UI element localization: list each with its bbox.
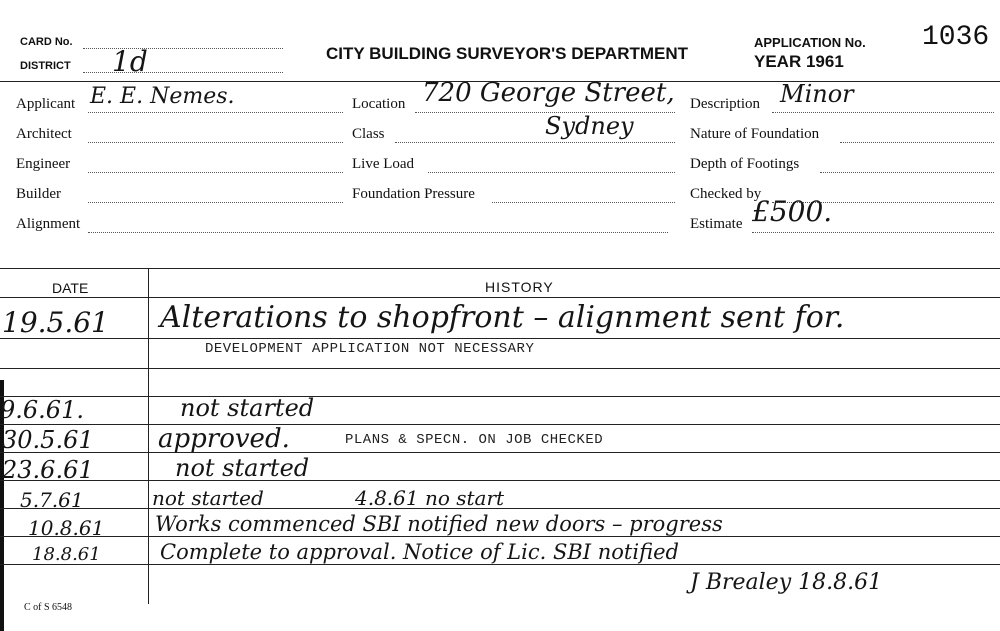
- location-value-1: 720 George Street,: [422, 78, 675, 108]
- alignment-label: Alignment: [16, 216, 81, 232]
- stamp-development: DEVELOPMENT APPLICATION NOT NECESSARY: [205, 341, 535, 357]
- entry-date: 30.5.61: [2, 426, 94, 454]
- architect-label: Architect: [16, 126, 72, 142]
- foundation-pressure-label: Foundation Pressure: [352, 186, 475, 202]
- entry-date: 18.8.61: [32, 544, 101, 565]
- class-label: Class: [352, 126, 385, 142]
- district-value: 1d: [112, 45, 148, 78]
- location-value-2: Sydney: [545, 112, 634, 140]
- date-header: DATE: [52, 280, 89, 296]
- entry-text: Complete to approval. Notice of Lic. SBI notified: [160, 540, 679, 564]
- application-no-value: 1036: [922, 22, 990, 53]
- depth-of-footings-label: Depth of Footings: [690, 156, 800, 172]
- estimate-label: Estimate: [690, 216, 743, 232]
- entry-date: 19.5.61: [2, 306, 109, 339]
- entry-text: Alterations to shopfront – alignment sent for.: [160, 300, 845, 335]
- signature: J Brealey 18.8.61: [690, 570, 883, 595]
- description-label: Description: [690, 96, 760, 112]
- year-label: YEAR 1961: [754, 52, 844, 71]
- card-no-label: CARD No.: [20, 36, 73, 48]
- applicant-label: Applicant: [16, 96, 76, 112]
- live-load-label: Live Load: [352, 156, 415, 172]
- entry-date: 23.6.61: [2, 456, 94, 484]
- checked-by-label: Checked by: [690, 186, 762, 202]
- applicant-value: E. E. Nemes.: [90, 84, 235, 109]
- estimate-value: £500.: [752, 195, 833, 228]
- entry-date: 5.7.61: [20, 488, 84, 512]
- entry-date: 10.8.61: [28, 516, 105, 540]
- entry-text: not started: [152, 486, 264, 510]
- entry-text: not started: [180, 394, 315, 422]
- district-label: DISTRICT: [20, 60, 71, 72]
- form-code: C of S 6548: [24, 602, 73, 613]
- application-no-label: APPLICATION No.: [754, 35, 866, 50]
- entry-date: 9.6.61.: [0, 396, 84, 424]
- builder-label: Builder: [16, 186, 61, 202]
- nature-of-foundation-label: Nature of Foundation: [690, 126, 820, 142]
- entry-text: 4.8.61 no start: [355, 486, 505, 510]
- location-label: Location: [352, 96, 406, 112]
- entry-text: Works commenced SBI notified new doors – progress: [155, 512, 723, 536]
- engineer-label: Engineer: [16, 156, 71, 172]
- entry-text: approved.: [158, 424, 290, 454]
- page-title: CITY BUILDING SURVEYOR'S DEPARTMENT: [326, 44, 689, 63]
- date-column-divider: [148, 269, 149, 604]
- entry-text: not started: [175, 454, 310, 482]
- stamp-plans: PLANS & SPECN. ON JOB CHECKED: [345, 432, 604, 448]
- history-header: HISTORY: [485, 279, 554, 295]
- description-value: Minor: [780, 80, 854, 108]
